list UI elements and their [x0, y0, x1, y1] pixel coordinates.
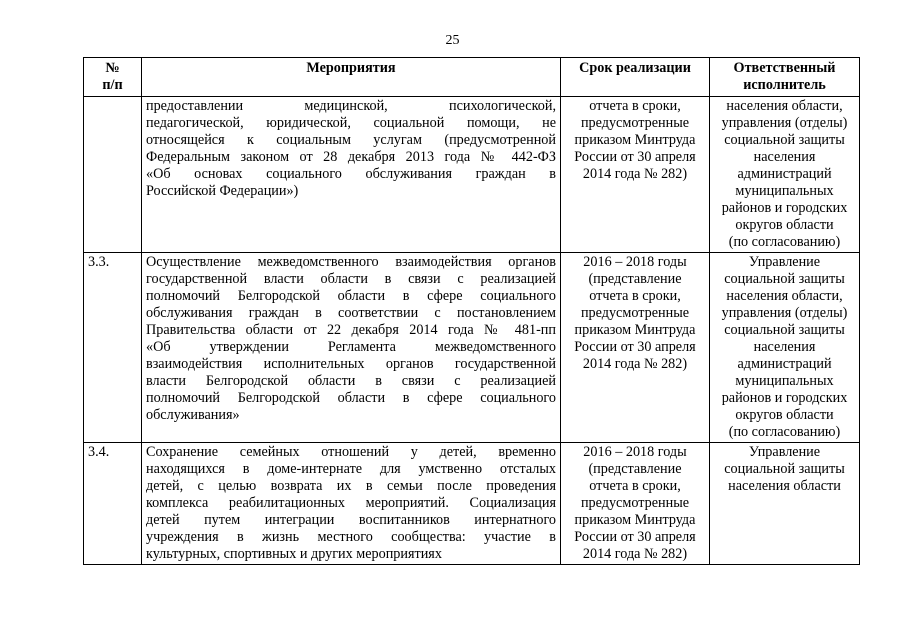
event-line: культурных, спортивных и других мероприятиях [146, 546, 442, 562]
event-line: детей путем интеграции воспитанников интернатного [146, 512, 556, 528]
term-line: 2014 года № 282) [582, 356, 688, 372]
row-responsible [710, 253, 860, 443]
header-events: Мероприятия [142, 58, 561, 97]
event-line: находящихся в доме-интернате для умственно отсталых [146, 461, 556, 477]
header-number: № п/п [84, 58, 142, 97]
term-line: приказом Минтруда [574, 322, 696, 338]
row-number [84, 97, 142, 253]
term-line: отчета в сроки, [589, 478, 681, 494]
responsible-line: администраций [737, 166, 832, 182]
responsible-line: округов области [735, 407, 834, 423]
responsible-line: социальной защиты [724, 132, 845, 148]
responsible-line: (по согласованию) [728, 424, 841, 440]
row-number: 3.3. [84, 253, 142, 443]
responsible-line: округов области [735, 217, 834, 233]
table-row [84, 253, 860, 443]
row-responsible [710, 97, 860, 253]
responsible-line: районов и городских [721, 390, 848, 406]
term-line: России от 30 апреля [574, 339, 696, 355]
term-line: приказом Минтруда [574, 132, 696, 148]
responsible-line: муниципальных [735, 373, 834, 389]
table-header-row [84, 58, 860, 97]
term-line: отчета в сроки, [589, 98, 681, 114]
responsible-line: администраций [737, 356, 832, 372]
term-line: России от 30 апреля [574, 529, 696, 545]
header-responsible: Ответственный исполнитель [710, 58, 860, 97]
event-line: Правительства области от 22 декабря 2014 года № 481-пп [146, 322, 556, 338]
term-line: 2014 года № 282) [582, 546, 688, 562]
responsible-line: социальной защиты [724, 271, 845, 287]
event-line: «Об утверждении Регламента межведомственного [146, 339, 556, 355]
term-line: отчета в сроки, [589, 288, 681, 304]
responsible-line: населения области, [726, 98, 843, 114]
responsible-line: социальной защиты [724, 461, 845, 477]
event-line: учреждения в жизнь местного сообщества: участие в [146, 529, 556, 545]
responsible-line: социальной защиты [724, 322, 845, 338]
event-line: Сохранение семейных отношений у детей, временно [146, 444, 556, 460]
term-line: 2014 года № 282) [582, 166, 688, 182]
event-line: «Об основах социального обслуживания граждан в [146, 166, 556, 182]
row-event [142, 97, 561, 253]
row-event [142, 253, 561, 443]
row-term [561, 253, 710, 443]
responsible-line: населения [753, 149, 816, 165]
measures-table [83, 57, 860, 565]
row-number: 3.4. [84, 443, 142, 565]
event-line: Российской Федерации») [146, 183, 299, 199]
responsible-line: управления (отделы) [721, 305, 848, 321]
responsible-line: управления (отделы) [721, 115, 848, 131]
term-line: приказом Минтруда [574, 512, 696, 528]
event-line: полномочий Белгородской области в сфере социального [146, 390, 556, 406]
term-line: предусмотренные [580, 115, 690, 131]
header-term: Срок реализации [561, 58, 710, 97]
responsible-line: муниципальных [735, 183, 834, 199]
event-line: детей, с целью возврата их в семьи после проведения [146, 478, 556, 494]
event-line: полномочий Белгородской области в сфере социального [146, 288, 556, 304]
term-line: (представление [588, 461, 682, 477]
term-line: 2016 – 2018 годы [583, 254, 687, 270]
term-line: России от 30 апреля [574, 149, 696, 165]
term-line: (представление [588, 271, 682, 287]
event-line: относящейся к социальным услугам (предусмотренной [146, 132, 556, 148]
event-line: взаимодействия исполнительных органов государственной [146, 356, 556, 372]
page-number: 25 [445, 33, 460, 48]
event-line: комплекса реабилитационных мероприятий. Социализация [146, 495, 556, 511]
responsible-line: (по согласованию) [728, 234, 841, 250]
event-line: Осуществление межведомственного взаимодействия органов [146, 254, 556, 270]
table-row [84, 97, 860, 253]
event-line: обслуживания» [146, 407, 240, 423]
event-line: государственной власти области в связи с реализацией [146, 271, 556, 287]
responsible-line: населения области, [726, 288, 843, 304]
responsible-line: Управление [748, 254, 821, 270]
event-line: власти Белгородской области в связи с реализацией [146, 373, 556, 389]
row-event [142, 443, 561, 565]
term-line: предусмотренные [580, 305, 690, 321]
term-line: 2016 – 2018 годы [583, 444, 687, 460]
row-term [561, 97, 710, 253]
responsible-line: населения [753, 339, 816, 355]
event-line: предоставлении медицинской, психологической, [146, 98, 556, 114]
row-responsible [710, 443, 860, 565]
event-line: Федеральным законом от 28 декабря 2013 года № 442-ФЗ [146, 149, 556, 165]
event-line: педагогической, юридической, социальной помощи, не [146, 115, 556, 131]
term-line: предусмотренные [580, 495, 690, 511]
row-term [561, 443, 710, 565]
responsible-line: населения области [728, 478, 841, 494]
responsible-line: районов и городских [721, 200, 848, 216]
event-line: обслуживания граждан в соответствии с постановлением [146, 305, 556, 321]
responsible-line: Управление [748, 444, 821, 460]
table-row [84, 443, 860, 565]
